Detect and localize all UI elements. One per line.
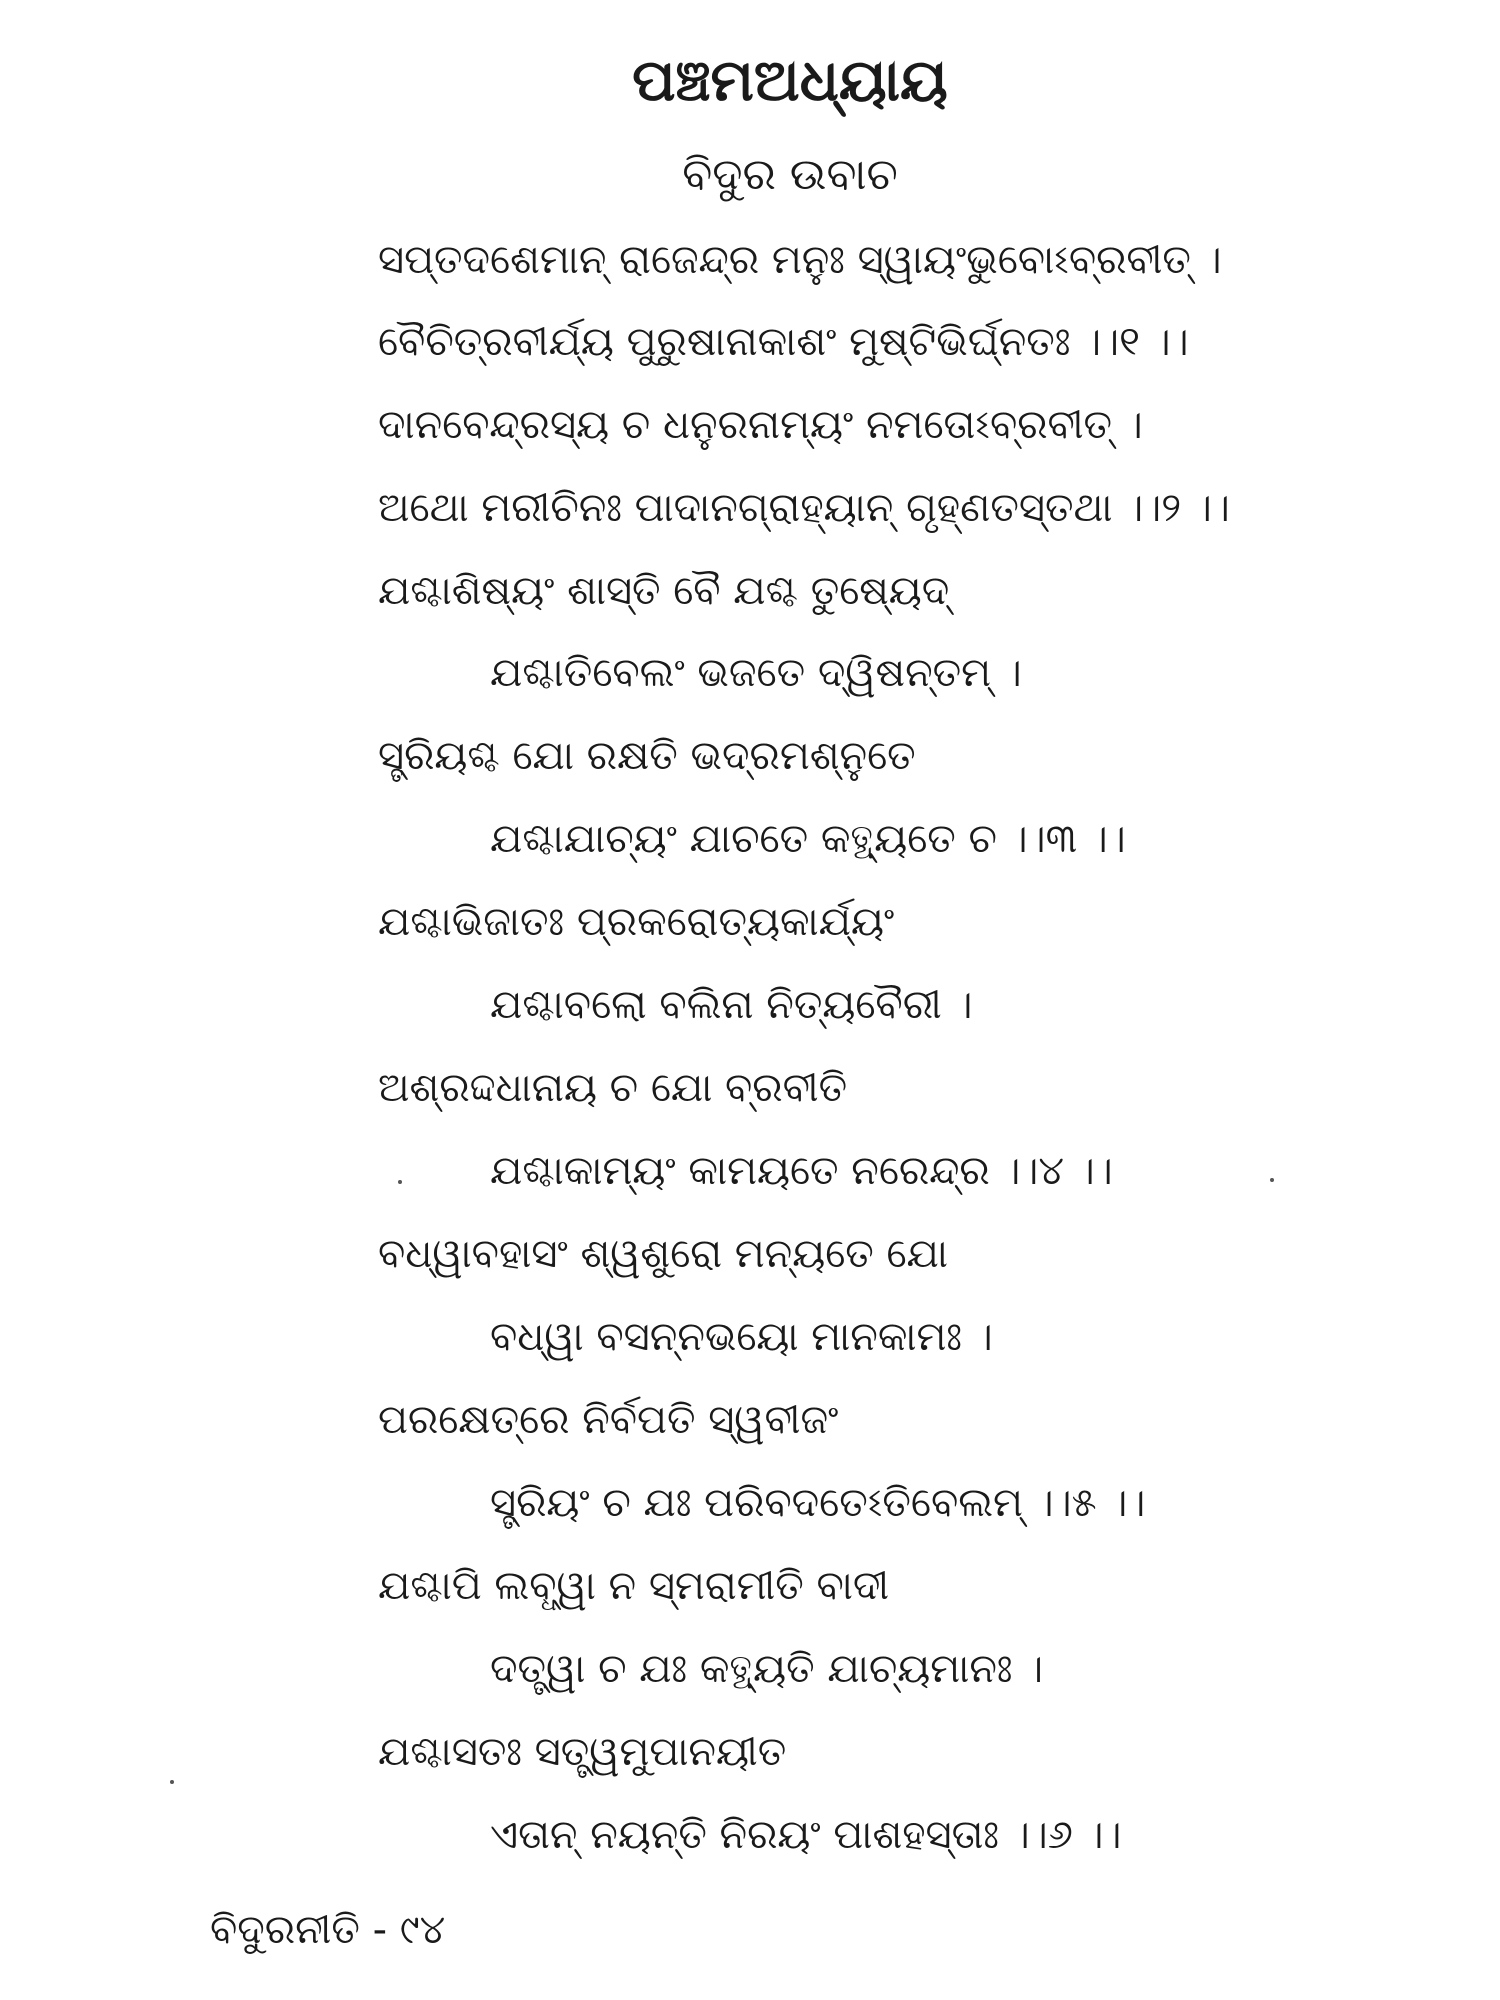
verse-line: ବୈଚିତ୍ରବୀର୍ଯ୍ୟ ପୁରୁଷାନାକାଶଂ ମୁଷ୍ଟିଭିର୍ଘ୍ନତଃ ।।୧ ।। xyxy=(378,319,1189,365)
verse-line: ବଧ୍ୱା ବସନ୍ନଭୟୋ ମାନକାମଃ । xyxy=(490,1314,993,1360)
verse-line: ଦାନବେନ୍ଦ୍ରସ୍ୟ ଚ ଧନୁରନାମ୍ୟଂ ନମତୋଽବ୍ରବୀତ୍ । xyxy=(378,402,1143,448)
speaker-heading: ବିଦୁର ଉବାଚ xyxy=(682,149,898,200)
chapter-title: ପଞ୍ଚମଅଧ୍ୟାୟ xyxy=(632,46,948,114)
verse-line: ଅଶ୍ରଦ୍ଦଧାନାୟ ଚ ଯୋ ବ୍ରବୀତି xyxy=(378,1065,848,1111)
verse-line: ପରକ୍ଷେତ୍ରେ ନିର୍ବପତି ସ୍ୱବୀଜଂ xyxy=(378,1397,839,1443)
scan-speck xyxy=(1270,1178,1274,1182)
verse-line: ଯଶ୍ଚାବଲୋ ବଲିନା ନିତ୍ୟବୈରୀ । xyxy=(490,982,973,1028)
scan-speck xyxy=(398,1180,402,1184)
verse-line: ଯଶ୍ଚାକାମ୍ୟଂ କାମୟତେ ନରେନ୍ଦ୍ର ।।୪ ।। xyxy=(490,1148,1113,1194)
verse-line: ଯଶ୍ଚାତିବେଲଂ ଭଜତେ ଦ୍ୱିଷନ୍ତମ୍ । xyxy=(490,650,1022,696)
verse-line: ଅଥୋ ମରୀଚିନଃ ପାଦାନଗ୍ରାହ୍ୟାନ୍ ଗୃହ୍ଣତସ୍ତଥା ।।୨ ।। xyxy=(378,485,1230,531)
verse-line: ଯଶ୍ଚାଭିଜାତଃ ପ୍ରକରୋତ୍ୟକାର୍ଯ୍ୟଂ xyxy=(378,899,895,945)
verse-line: ସ୍ତ୍ରିୟଶ୍ଚ ଯୋ ରକ୍ଷତି ଭଦ୍ରମଶ୍ନୁତେ xyxy=(378,733,916,779)
verse-line: ଯଶ୍ଚାଶିଷ୍ୟଂ ଶାସ୍ତି ବୈ ଯଶ୍ଚ ତୁଷ୍ୟେଦ୍ xyxy=(378,568,950,614)
verse-line: ଯଶ୍ଚାପି ଲବ୍ଧ୍ୱା ନ ସ୍ମରାମୀତି ବାଦୀ xyxy=(378,1563,890,1609)
verse-line: ବଧ୍ୱାବହାସଂ ଶ୍ୱଶୁରୋ ମନ୍ୟତେ ଯୋ xyxy=(378,1231,948,1277)
page-footer: ବିଦୁରନୀତି - ୯୪ xyxy=(210,1907,446,1953)
verse-line: ସପ୍ତଦଶେମାନ୍ ରାଜେନ୍ଦ୍ର ମନୁଃ ସ୍ୱାୟଂଭୁବୋଽବ୍ରବୀତ୍ । xyxy=(378,237,1222,283)
verse-line: ଦତ୍ତ୍ୱା ଚ ଯଃ କତ୍ଥ୍ୟତି ଯାଚ୍ୟମାନଃ । xyxy=(490,1646,1044,1692)
verse-line: ଏତାନ୍ ନୟନ୍ତି ନିରୟଂ ପାଶହସ୍ତାଃ ।।୬ ।। xyxy=(490,1812,1122,1858)
verse-line: ଯଶ୍ଚାଯାଚ୍ୟଂ ଯାଚତେ କତ୍ଥ୍ୟତେ ଚ ।।୩ ।। xyxy=(490,816,1126,862)
scan-speck xyxy=(170,1780,174,1784)
verse-line: ସ୍ତ୍ରିୟଂ ଚ ଯଃ ପରିବଦତେଽତିବେଲମ୍ ।।୫ ।। xyxy=(490,1480,1146,1526)
verse-line: ଯଶ୍ଚାସତଃ ସତ୍ତ୍ୱମୁପାନୟୀତ xyxy=(378,1729,787,1775)
